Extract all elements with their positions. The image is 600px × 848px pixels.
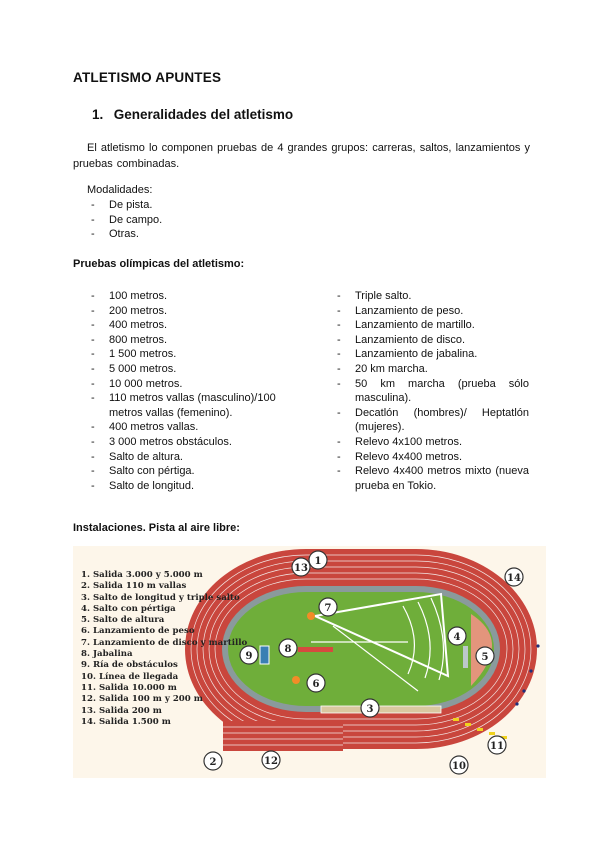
list-item: - 5 000 metros. xyxy=(91,362,291,377)
list-item: - Triple salto. xyxy=(337,289,529,304)
marker-10: 10 xyxy=(452,761,466,772)
instalaciones-heading: Instalaciones. Pista al aire libre: xyxy=(73,522,240,534)
list-item: - Lanzamiento de disco. xyxy=(337,333,529,348)
legend-item: 9. Ría de obstáculos xyxy=(81,660,178,671)
marker-13: 13 xyxy=(294,563,308,574)
section-number: 1. xyxy=(92,107,104,122)
list-item: - Otras. xyxy=(91,227,162,242)
legend-item: 2. Salida 110 m vallas xyxy=(81,581,187,592)
list-item: - Relevo 4x100 metros. xyxy=(337,435,529,450)
document-title: ATLETISMO APUNTES xyxy=(73,70,222,85)
list-item: - 200 metros. xyxy=(91,304,291,319)
list-item: - 110 metros vallas (masculino)/100 metros vallas (femenino). xyxy=(91,391,291,420)
legend-item: 6. Lanzamiento de peso xyxy=(81,626,195,637)
list-item: - 20 km marcha. xyxy=(337,362,529,377)
list-item: - 100 metros. xyxy=(91,289,291,304)
list-item: - Lanzamiento de jabalina. xyxy=(337,347,529,362)
marker-7: 7 xyxy=(324,603,332,614)
pruebas-heading: Pruebas olímpicas del atletismo: xyxy=(73,258,245,270)
marker-11: 11 xyxy=(490,741,504,752)
shot-put-circle xyxy=(292,676,300,684)
legend-item: 5. Salto de altura xyxy=(81,615,165,626)
list-item: - Lanzamiento de peso. xyxy=(337,304,529,319)
list-item: - Salto de longitud. xyxy=(91,479,291,494)
track-figure xyxy=(73,546,546,778)
marker-9: 9 xyxy=(245,651,253,662)
legend-item: 4. Salto con pértiga xyxy=(81,603,176,614)
marker-12: 12 xyxy=(264,756,278,767)
list-item: - Salto con pértiga. xyxy=(91,464,291,479)
long-jump-runway xyxy=(321,706,441,713)
modalidades-label: Modalidades: xyxy=(87,184,153,196)
figure-legend xyxy=(81,570,247,728)
pruebas-list-right xyxy=(337,289,529,493)
intro-paragraph: El atletismo lo componen pruebas de 4 grandes grupos: carreras, saltos, lanzamientos y pruebas combinadas. xyxy=(73,142,530,170)
list-item: - Salto de altura. xyxy=(91,450,291,465)
list-item: - 1 500 metros. xyxy=(91,347,291,362)
marker-14: 14 xyxy=(507,573,521,584)
list-item: - De campo. xyxy=(91,213,162,228)
list-item: - 3 000 metros obstáculos. xyxy=(91,435,291,450)
legend-item: 13. Salida 200 m xyxy=(81,705,162,716)
list-item: - 10 000 metros. xyxy=(91,377,291,392)
water-pit xyxy=(260,646,269,664)
modalidades-list xyxy=(91,198,162,242)
pole-vault-box xyxy=(463,646,468,668)
list-item: - Relevo 4x400 metros. xyxy=(337,450,529,465)
legend-item: 10. Línea de llegada xyxy=(81,671,179,682)
section-heading xyxy=(92,107,293,122)
legend-item: 14. Salida 1.500 m xyxy=(81,716,171,727)
hammer-circle xyxy=(307,612,315,620)
legend-item: 11. Salida 10.000 m xyxy=(81,682,177,693)
list-item: - Lanzamiento de martillo. xyxy=(337,318,529,333)
marker-1: 1 xyxy=(314,556,322,567)
marker-6: 6 xyxy=(312,679,320,690)
list-item: - Decatlón (hombres)/ Heptatlón (mujeres). xyxy=(337,406,529,435)
list-item: - 400 metros. xyxy=(91,318,291,333)
list-item: - 400 metros vallas. xyxy=(91,420,291,435)
list-item: - De pista. xyxy=(91,198,162,213)
marker-2: 2 xyxy=(209,757,217,768)
legend-item: 12. Salida 100 m y 200 m xyxy=(81,694,203,705)
list-item: - 50 km marcha (prueba sólo masculina). xyxy=(337,377,529,406)
legend-item: 7. Lanzamiento de disco y martillo xyxy=(81,637,248,648)
legend-item: 3. Salto de longitud y triple salto xyxy=(81,592,240,603)
legend-item: 8. Jabalina xyxy=(81,649,133,660)
marker-3: 3 xyxy=(366,704,374,715)
legend-item: 1. Salida 3.000 y 5.000 m xyxy=(81,570,203,580)
marker-8: 8 xyxy=(284,644,292,655)
section-title: Generalidades del atletismo xyxy=(113,107,294,122)
list-item: - Relevo 4x400 metros mixto (nueva prueba en Tokio. xyxy=(337,464,529,493)
list-item: - 800 metros. xyxy=(91,333,291,348)
pruebas-list-left xyxy=(91,289,291,493)
marker-5: 5 xyxy=(481,652,489,663)
marker-4: 4 xyxy=(453,632,461,643)
javelin-runway xyxy=(298,647,333,652)
